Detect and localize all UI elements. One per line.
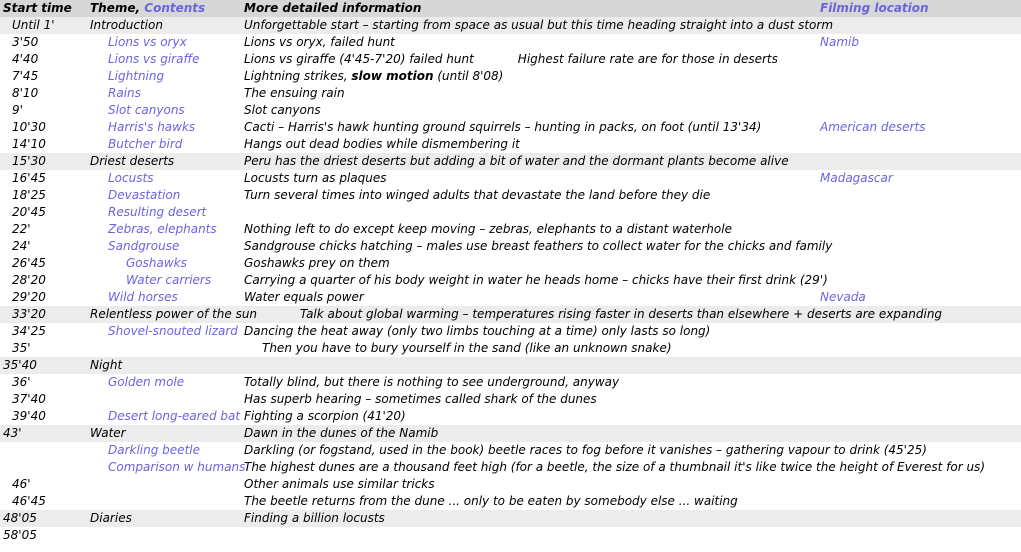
info-text-after: (until 8'08) [437, 69, 504, 83]
info-cell [244, 442, 927, 459]
info-text: Nothing left to do except keep moving – zebras, elephants to a distant waterhole [244, 222, 732, 236]
info-cell [244, 153, 789, 170]
table-row [0, 68, 1021, 85]
table-row [0, 340, 1021, 357]
contents-cell: Desert long-eared bat [108, 409, 241, 423]
info-text: Dancing the heat away (only two limbs touching at a time) only lasts so long) [244, 324, 711, 338]
info-cell [244, 272, 828, 289]
header-info: More detailed information [244, 1, 422, 15]
contents-cell: Devastation [108, 188, 181, 202]
table-row [0, 102, 1021, 119]
info-cell [244, 17, 833, 34]
start-time-cell: 20'45 [12, 205, 46, 219]
location-cell: Nevada [820, 290, 866, 304]
table-row [0, 323, 1021, 340]
info-text: Has superb hearing – sometimes called shark of the dunes [244, 392, 597, 406]
header-theme [90, 0, 205, 17]
theme-cell: Water [90, 426, 126, 440]
table-row [0, 527, 1021, 544]
table-row [0, 119, 1021, 136]
section-row [0, 510, 1021, 527]
contents-cell: Darkling beetle [108, 443, 200, 457]
start-time-cell: 14'10 [12, 137, 46, 151]
start-time-cell: 10'30 [12, 120, 46, 134]
info-text: Carrying a quarter of his body weight in water he heads home – chicks have their first drink (29') [244, 273, 828, 287]
table-row [0, 136, 1021, 153]
info-text: Peru has the driest deserts but adding a bit of water and the dormant plants become alive [244, 154, 789, 168]
table-row [0, 442, 1021, 459]
info-cell [244, 476, 435, 493]
table-row [0, 391, 1021, 408]
section-row [0, 357, 1021, 374]
info-cell [244, 510, 385, 527]
section-row [0, 17, 1021, 34]
start-time-cell: 24' [12, 239, 31, 253]
start-time-cell: 15'30 [12, 154, 46, 168]
table-row [0, 221, 1021, 238]
info-text: Lions vs giraffe (4'45-7'20) failed hunt [244, 52, 474, 66]
start-time-cell: Until 1' [12, 18, 55, 32]
info-text: Cacti – Harris's hawk hunting ground squirrels – hunting in packs, on foot (until 13'34) [244, 120, 762, 134]
theme-cell: Diaries [90, 511, 132, 525]
info-text: Other animals use similar tricks [244, 477, 435, 491]
info-cell [244, 102, 321, 119]
section-row [0, 153, 1021, 170]
info-cell [244, 34, 395, 51]
contents-cell: Golden mole [108, 375, 185, 389]
start-time-cell: 35'40 [3, 358, 37, 372]
table-row [0, 493, 1021, 510]
info-cell [244, 425, 438, 442]
info-cell [300, 306, 942, 323]
table-row [0, 187, 1021, 204]
info-text: Slot canyons [244, 103, 321, 117]
info-cell [244, 289, 364, 306]
contents-cell: Slot canyons [108, 103, 185, 117]
info-text: Water equals power [244, 290, 364, 304]
table-row [0, 272, 1021, 289]
start-time-cell: 36' [12, 375, 31, 389]
info-text: Unforgettable start – starting from space as usual but this time heading straight into a dust storm [244, 18, 834, 32]
info-text: Dawn in the dunes of the Namib [244, 426, 439, 440]
info-cell [244, 323, 710, 340]
header-start-time: Start time [3, 1, 72, 15]
header-contents-label: Contents [144, 1, 206, 15]
table-row [0, 85, 1021, 102]
header-location: Filming location [820, 1, 929, 15]
start-time-cell: 39'40 [12, 409, 46, 423]
info-cell [244, 119, 761, 136]
start-time-cell: 46'45 [12, 494, 46, 508]
contents-cell: Sandgrouse [108, 239, 180, 253]
section-row [0, 425, 1021, 442]
contents-cell: Water carriers [126, 273, 212, 287]
start-time-cell: 46' [12, 477, 31, 491]
info-cell [244, 493, 738, 510]
start-time-cell: 4'40 [12, 52, 39, 66]
contents-cell: Rains [108, 86, 141, 100]
start-time-cell: 3'50 [12, 35, 39, 49]
info-text: Lions vs oryx, failed hunt [244, 35, 395, 49]
contents-cell: Lions vs oryx [108, 35, 187, 49]
contents-cell: Wild horses [108, 290, 178, 304]
info-text: Turn several times into winged adults that devastate the land before they die [244, 188, 711, 202]
start-time-cell: 7'45 [12, 69, 39, 83]
start-time-cell: 29'20 [12, 290, 46, 304]
start-time-cell: 8'10 [12, 86, 39, 100]
table-row [0, 204, 1021, 221]
table-row [0, 34, 1021, 51]
table-row [0, 459, 1021, 476]
theme-cell: Introduction [90, 18, 163, 32]
start-time-cell: 35' [12, 341, 31, 355]
info-cell [244, 408, 406, 425]
info-text: The beetle returns from the dune ... only to be eaten by somebody else ... waiting [244, 494, 738, 508]
contents-cell: Harris's hawks [108, 120, 196, 134]
contents-cell: Comparison w humans [108, 460, 246, 474]
info-cell [244, 136, 520, 153]
table-row [0, 374, 1021, 391]
info-cell [244, 238, 832, 255]
info-text: Fighting a scorpion (41'20) [244, 409, 406, 423]
info-cell [244, 459, 985, 476]
contents-cell: Zebras, elephants [108, 222, 217, 236]
start-time-cell: 33'20 [12, 307, 46, 321]
info-text: Hangs out dead bodies while dismembering it [244, 137, 520, 151]
start-time-cell: 43' [3, 426, 22, 440]
start-time-cell: 9' [12, 103, 23, 117]
info-text: Talk about global warming – temperatures rising faster in deserts than elsewhere + deserts are expanding [300, 307, 943, 321]
info-text: Locusts turn as plaques [244, 171, 387, 185]
info-text: The ensuing rain [244, 86, 345, 100]
info-cell [244, 255, 390, 272]
location-cell: Namib [820, 35, 859, 49]
table-row [0, 408, 1021, 425]
table-row [0, 51, 1021, 68]
info-cell [244, 68, 503, 85]
start-time-cell: 34'25 [12, 324, 46, 338]
start-time-cell: 28'20 [12, 273, 46, 287]
info-cell [244, 170, 387, 187]
table-row [0, 289, 1021, 306]
location-cell: American deserts [820, 120, 926, 134]
info-text: Finding a billion locusts [244, 511, 385, 525]
header-theme-label: Theme, [90, 1, 141, 15]
start-time-cell: 16'45 [12, 171, 46, 185]
info-text: Darkling (or fogstand, used in the book) beetle races to fog before it vanishes – gathering vapour to drink (45'25) [244, 443, 927, 457]
start-time-cell: 37'40 [12, 392, 46, 406]
contents-cell: Lightning [108, 69, 165, 83]
contents-cell: Resulting desert [108, 205, 207, 219]
info-cell [244, 374, 619, 391]
table-row [0, 255, 1021, 272]
theme-cell: Driest deserts [90, 154, 175, 168]
start-time-cell: 58'05 [3, 528, 37, 542]
start-time-cell: 26'45 [12, 256, 46, 270]
table-row [0, 476, 1021, 493]
contents-cell: Goshawks [126, 256, 187, 270]
info-cell [244, 391, 597, 408]
info-cell [262, 340, 672, 357]
contents-cell: Locusts [108, 171, 154, 185]
info-emphasis: slow motion [351, 69, 434, 83]
info-cell [244, 187, 710, 204]
table-body [0, 17, 1021, 544]
table-row [0, 170, 1021, 187]
table-header [0, 0, 1021, 17]
start-time-cell: 22' [12, 222, 31, 236]
table-row [0, 238, 1021, 255]
theme-cell: Relentless power of the sun [90, 307, 258, 321]
location-cell: Madagascar [820, 171, 893, 185]
info-text: Totally blind, but there is nothing to see underground, anyway [244, 375, 620, 389]
info-text: Then you have to bury yourself in the sand (like an unknown snake) [262, 341, 672, 355]
info-cell [244, 51, 778, 68]
info-note: Highest failure rate are for those in deserts [517, 52, 778, 66]
start-time-cell: 48'05 [3, 511, 37, 525]
start-time-cell: 18'25 [12, 188, 46, 202]
info-text: The highest dunes are a thousand feet high (for a beetle, the size of a thumbnail it's like twice the height of Everest for us) [244, 460, 985, 474]
info-text: Lightning strikes, [244, 69, 348, 83]
contents-cell: Shovel-snouted lizard [108, 324, 238, 338]
info-cell [244, 221, 732, 238]
info-cell [244, 85, 345, 102]
info-text: Goshawks prey on them [244, 256, 390, 270]
theme-cell: Night [90, 358, 123, 372]
section-row [0, 306, 1021, 323]
contents-cell: Butcher bird [108, 137, 183, 151]
info-text: Sandgrouse chicks hatching – males use breast feathers to collect water for the chicks and family [244, 239, 833, 253]
contents-cell: Lions vs giraffe [108, 52, 200, 66]
